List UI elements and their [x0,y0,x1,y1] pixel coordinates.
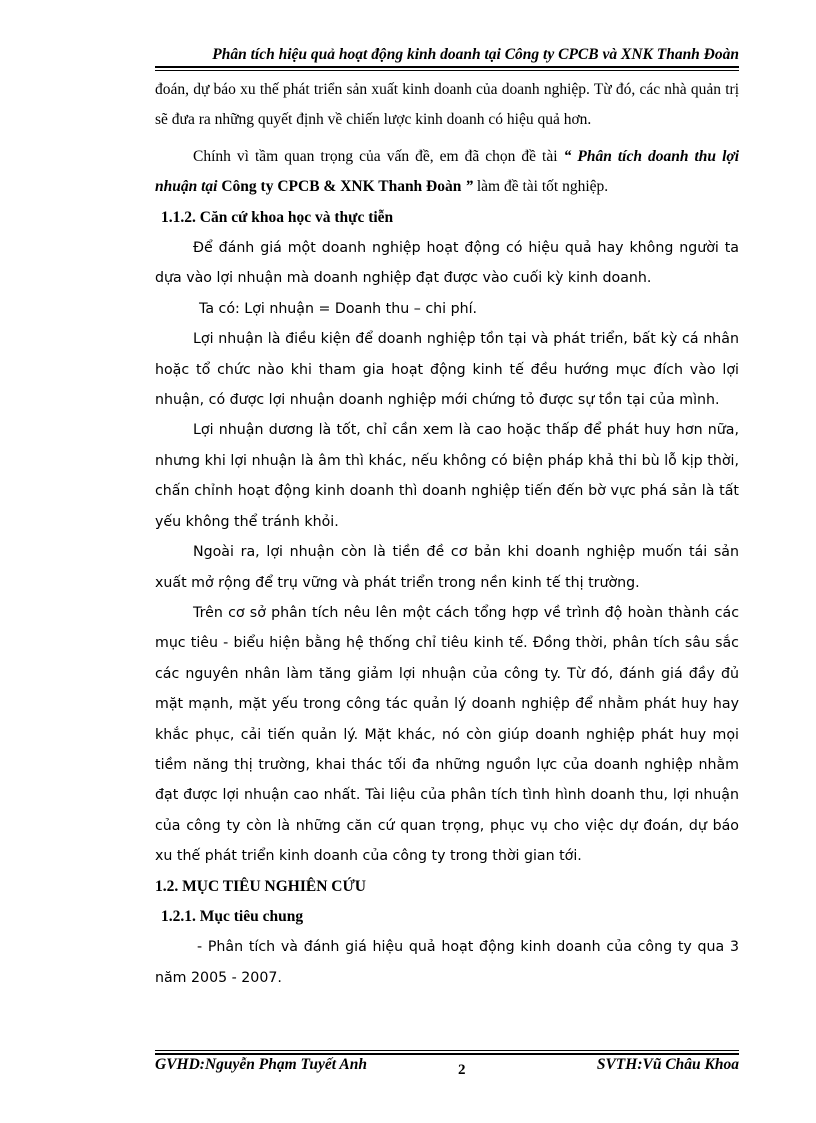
topic-quote-close: ” [461,178,473,196]
section-heading-1-1-2: 1.1.2. Căn cứ khoa học và thực tiễn [161,208,394,226]
topic-company: Công ty CPCB & XNK Thanh Đoàn [221,178,462,196]
footer-rule [155,1053,739,1055]
paragraph-objective: - Phân tích và đánh giá hiệu quả hoạt động kinh doanh của công ty qua 3 năm 2005 - 2007. [155,939,739,986]
footer-student: SVTH:Vũ Châu Khoa [596,1056,739,1073]
footer-rule-thin [155,1050,739,1051]
paragraph-basis: Để đánh giá một doanh nghiệp hoạt động có hiệu quả hay không người ta dựa vào lợi nhuận mà doanh nghiệp đạt được vào cuối kỳ kinh doanh. [155,240,739,287]
document-page [155,36,739,1076]
section-heading-1-2-1: 1.2.1. Mục tiêu chung [161,907,304,925]
running-header: Phân tích hiệu quả hoạt động kinh doanh tại Công ty CPCB và XNK Thanh Đoàn [212,46,739,63]
page-number: 2 [458,1062,466,1078]
topic-intro-text: Chính vì tầm quan trọng của vấn đề, em đã chọn đề tài [193,147,564,165]
header-rule [155,66,739,68]
paragraph-profit-role: Lợi nhuận là điều kiện để doanh nghiệp tồn tại và phát triển, bất kỳ cá nhân hoặc tổ chức nào khi tham gia hoạt động kinh tế đều hướng mục đích vào lợi nhuận, có được lợi nhuận doanh nghiệp mới chứng tỏ được sự tồn tại của mình. [155,331,739,409]
document-body [155,75,739,993]
paragraph-topic [155,142,739,203]
paragraph-profit-sign: Lợi nhuận dương là tốt, chỉ cần xem là cao hoặc thấp để phát huy hơn nữa, nhưng khi lợi nhuận là âm thì khác, nếu không có biện pháp khả thi bù lỗ kịp thời, chấn chỉnh hoạt động kinh doanh thì doanh nghiệp tiến đến bờ vực phá sản là tất yếu không thể tránh khỏi. [155,422,739,530]
topic-outro-text: làm đề tài tốt nghiệp. [473,178,609,196]
paragraph-analysis-basis: Trên cơ sở phân tích nêu lên một cách tổng hợp về trình độ hoàn thành các mục tiêu - biểu hiện bằng hệ thống chỉ tiêu kinh tế. Đồng thời, phân tích sâu sắc các nguyên nhân làm tăng giảm lợi nhuận của công ty. Từ đó, đánh giá đầy đủ mặt mạnh, mặt yếu trong công tác quản lý doanh nghiệp để nhằm phát huy hay khắc phục, cải tiến quản lý. Mặt khác, nó còn giúp doanh nghiệp phát huy mọi tiềm năng thị trường, khai thác tối đa những nguồn lực của doanh nghiệp nhằm đạt được lợi nhuận cao nhất. Tài liệu của phân tích tình hình doanh thu, lợi nhuận của công ty còn là những căn cứ quan trọng, phục vụ cho việc dự đoán, dự báo xu thế phát triển kinh doanh của công ty trong thời gian tới. [155,604,739,865]
topic-title: Phân tích doanh thu lợi nhuận tại [155,147,739,196]
paragraph-formula: Ta có: Lợi nhuận = Doanh thu – chi phí. [199,300,478,317]
section-heading-1-2: 1.2. MỤC TIÊU NGHIÊN CỨU [155,877,366,895]
header-rule-thin [155,70,739,71]
running-footer [155,1056,739,1078]
footer-advisor: GVHD:Nguyễn Phạm Tuyết Anh [155,1056,367,1073]
topic-quote-open: “ [563,147,578,165]
paragraph-profit-premise: Ngoài ra, lợi nhuận còn là tiền đề cơ bản khi doanh nghiệp muốn tái sản xuất mở rộng để trụ vững và phát triển trong nền kinh tế thị trường. [155,544,739,591]
paragraph-continuation: đoán, dự báo xu thế phát triển sản xuất kinh doanh của doanh nghiệp. Từ đó, các nhà quản trị sẽ đưa ra những quyết định về chiến lược kinh doanh có hiệu quả hơn. [155,81,739,129]
